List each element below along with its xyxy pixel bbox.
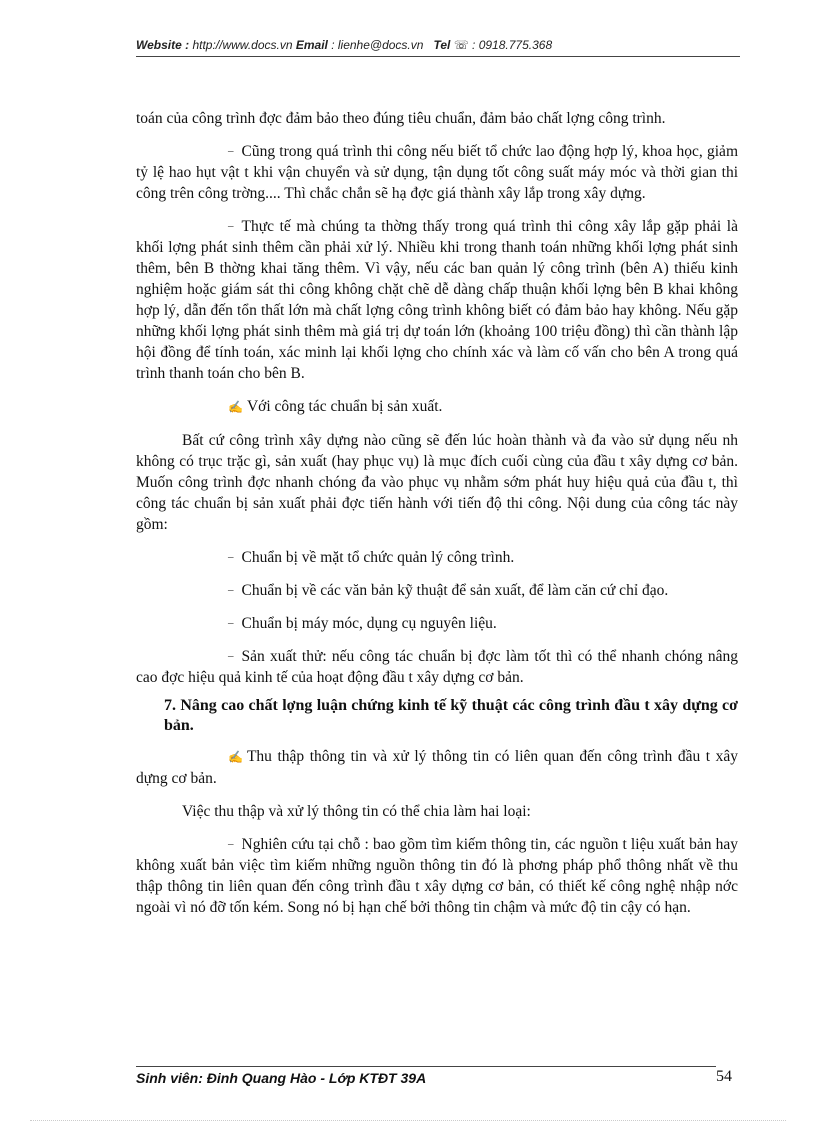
list-item-text: Sản xuất thử: nếu công tác chuẩn bị đợc làm tốt thì có thể nhanh chóng nâng cao đợc hiệu quả kinh tế của hoạt động đầu t xây dựng cơ bản.	[136, 648, 738, 686]
section-heading: 7. Nâng cao chất lợng luận chứng kinh tế kỹ thuật các công trình đầu t xây dựng cơ bản.	[164, 697, 738, 734]
page-footer-author: Sinh viên: Đinh Quang Hào - Lớp KTĐT 39A	[136, 1070, 427, 1086]
paragraph-3-text: Thực tế mà chúng ta thờng thấy trong quá trình thi công xây lắp gặp phải là khối lợng phát sinh thêm cần phải xử lý. Nhiều khi trong thanh toán những khối lợng phát sinh thêm, bên B thờng khai tăng thêm. Vì vậy, nếu các ban quản lý công trình (bên A) thiếu kinh nghiệm hoặc giám sát thi công không chặt chẽ dễ dàng chấp thuận khối lợng bên B khai không hợp lý, dẫn đến tổn thất lớn mà chất lợng công trình không biết có đảm bảo hay không. Nếu gặp những khối lợng phát sinh thêm mà giá trị dự toán lớn (khoảng 100 triệu đồng) thì cần thành lập hội đồng để tính toán, xác minh lại khối lợng cho chính xác và làm cố vấn cho bên A trong quá trình thanh toán cho bên B.	[136, 218, 738, 382]
subsection-info-gathering	[136, 746, 738, 789]
dash-bullet-icon: –	[228, 838, 234, 850]
list-item	[136, 646, 738, 688]
paragraph-13-text: Nghiên cứu tại chỗ : bao gồm tìm kiếm thông tin, các nguồn t liệu xuất bản hay không xuất bản việc tìm kiếm những nguồn thông tin đó là phơng pháp phổ thông nhất về thu thập thông tin liên quan đến công trình đầu t xây dựng cơ bản, có thiết kế công nghệ nhập nớc ngoài vì nó đỡ tốn kém. Song nó bị hạn chế bởi thông tin chậm và mức độ tin cậy có hạn.	[136, 836, 738, 916]
list-item-text: Chuẩn bị máy móc, dụng cụ nguyên liệu.	[241, 615, 497, 632]
paragraph-1: toán của công trình đợc đảm bảo theo đúng tiêu chuẩn, đảm bảo chất lợng công trình.	[136, 110, 666, 127]
paragraph-3	[136, 216, 738, 384]
email-label: Email	[295, 38, 328, 52]
list-item	[136, 580, 738, 601]
paragraph-12: Việc thu thập và xử lý thông tin có thể chia làm hai loại:	[182, 803, 531, 820]
list-item-text: Chuẩn bị về mặt tổ chức quản lý công trình.	[241, 549, 515, 566]
dash-bullet-icon: –	[228, 220, 234, 232]
dash-bullet-icon: –	[228, 551, 234, 563]
subsection-title: Với công tác chuẩn bị sản xuất.	[246, 398, 443, 415]
bottom-divider	[30, 1120, 786, 1121]
tel-label: Tel	[433, 38, 451, 52]
document-body	[136, 108, 738, 918]
paragraph-13	[136, 834, 738, 918]
page-header	[136, 38, 740, 52]
subsection-text: Thu thập thông tin và xử lý thông tin có liên quan đến công trình đầu t xây dựng cơ bản.	[136, 748, 738, 787]
website-url[interactable]: http://www.docs.vn	[189, 38, 296, 52]
phone-icon: ☏	[453, 38, 469, 52]
paragraph-2-text: Cũng trong quá trình thi công nếu biết tổ chức lao động hợp lý, khoa học, giảm tỷ lệ hao hụt vật t khi vận chuyển và sử dụng, tận dụng tốt công suất máy móc và thời gian thi công trên công trờng.... Thì chắc chắn sẽ hạ đợc giá thành xây lắp trong xây dựng.	[136, 143, 738, 202]
dash-bullet-icon: –	[228, 145, 234, 157]
page-number: 54	[716, 1068, 732, 1085]
website-label: Website :	[136, 38, 190, 52]
writing-hand-icon: ✍	[228, 400, 243, 414]
dash-bullet-icon: –	[228, 584, 234, 596]
paragraph-2	[136, 141, 738, 204]
list-item	[136, 613, 738, 634]
tel-number: : 0918.775.368	[468, 38, 553, 52]
list-item-text: Chuẩn bị về các văn bản kỹ thuật để sản xuất, để làm căn cứ chỉ đạo.	[241, 582, 669, 599]
dash-bullet-icon: –	[228, 617, 234, 629]
email-address[interactable]: : lienhe@docs.vn	[327, 38, 427, 52]
dash-bullet-icon: –	[228, 650, 234, 662]
header-divider	[136, 56, 740, 57]
paragraph-5: Bất cứ công trình xây dựng nào cũng sẽ đến lúc hoàn thành và đa vào sử dụng nếu nh không có trục trặc gì, sản xuất (hay phục vụ) là mục đích cuối cùng của đầu t xây dựng cơ bản. Muốn công trình đợc nhanh chóng đa vào phục vụ nhằm sớm phát huy hiệu quả của đầu t, thì công tác chuẩn bị sản xuất phải đợc tiến hành với tiến độ thi công. Nội dung của công tác này gồm:	[136, 432, 738, 533]
list-item	[136, 547, 738, 568]
subsection-production-prep	[136, 396, 738, 418]
footer-divider	[136, 1066, 716, 1067]
writing-hand-icon: ✍	[228, 750, 243, 764]
